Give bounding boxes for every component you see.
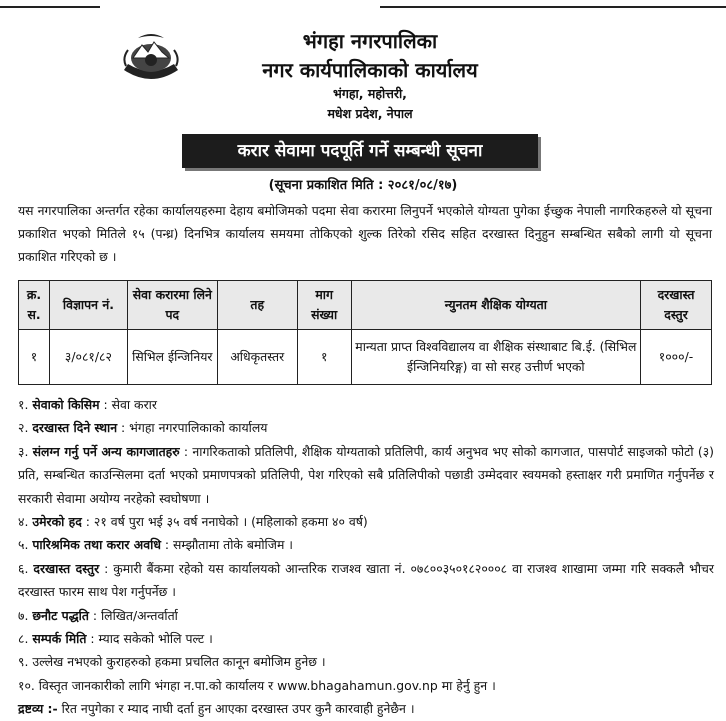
intro-paragraph: यस नगरपालिका अन्तर्गत रहेका कार्यालयहरुमा देहाय बमोजिमको पदमा सेवा करारमा लिनुपर्ने भएकोले योग्यता पुगेका ईच्छुक नेपाली नागरिकहरुले यो सूचना प्रकाशित भएको मितिले १५ (पन्ध्र) दिनभित्र कार्यालय समयमा तोकिएको शुल्क तिरेको रसिद सहित दरखास्त दिनुहुन सम्बन्धित सबैको लागी यो सूचना प्रकाशित गरिएको छ । — [18, 203, 712, 264]
header-ad-no: विज्ञापन नं. — [49, 281, 127, 330]
address-line-2: मधेश प्रदेश, नेपाल — [327, 106, 413, 121]
note-line — [18, 697, 714, 720]
table-row — [19, 330, 712, 385]
item-number: ९. — [18, 654, 29, 670]
item-text: : सम्झौतामा तोके बमोजिम । — [164, 537, 294, 553]
item-number: ६. — [18, 560, 29, 576]
item-text: : २१ वर्ष पुरा भई ३५ वर्ष ननाघेको । (महिलाको हकमा ४० वर्ष) — [85, 514, 368, 530]
list-item — [18, 627, 714, 650]
header-sn: क्र. स. — [19, 281, 50, 330]
item-label: दरखास्त दिने स्थान — [32, 420, 118, 436]
top-border-gap — [100, 0, 380, 8]
list-item — [18, 650, 714, 673]
item-number: ८. — [18, 631, 29, 647]
item-number: ७. — [18, 607, 29, 623]
cell-qualification: मान्यता प्राप्त विश्वविद्यालय वा शैक्षिक संस्थाबाट बि.ई. (सिभिल ईन्जिनियरिङ्ग) वा सो सरह उत्तीर्ण भएको — [351, 330, 640, 385]
office-sub: नगर कार्यपालिकाको कार्यालय — [262, 58, 478, 82]
cell-sn: १ — [19, 330, 50, 385]
item-label: छनौट पद्धति — [32, 607, 89, 623]
header-post: सेवा करारमा लिने पद — [127, 281, 217, 330]
item-text: : सेवा करार — [103, 397, 157, 412]
cell-level: अधिकृतस्तर — [217, 330, 297, 385]
list-item — [18, 604, 714, 627]
item-label: सम्पर्क मिति — [32, 631, 87, 647]
cell-ad-no: ३/०८१/८२ — [49, 330, 127, 385]
vacancy-table — [18, 280, 712, 385]
list-item — [18, 440, 714, 510]
item-number: १. — [18, 397, 29, 412]
address-line-1: भंगहा, महोत्तरी, — [333, 86, 407, 101]
item-label: सेवाको किसिम — [32, 397, 100, 412]
item-number: ३. — [18, 443, 29, 459]
item-number: १०. — [18, 677, 35, 693]
header-level: तह — [217, 281, 297, 330]
office-header — [190, 26, 550, 124]
office-name: भंगहा नगरपालिका — [302, 29, 438, 53]
list-item — [18, 674, 714, 697]
item-text: : नागरिकताको प्रतिलिपी, शैक्षिक योग्यताको प्रतिलिपी, कार्य अनुभव भए सोको कागजात, पासपोर्ट साइजको फोटो (३) प्रति, सम्बन्धित काउन्सिलमा दर्ता भएको प्रमाणपत्रको प्रतिलिपी, पेश गरिएको सबै प्रतिलिपीको पछाडी उम्मेदवार स्वयमको हस्ताक्षर गरी प्रमाणित गर्नुपर्नेछ र सरकारी सेवामा अयोग्य नरहेको स्वघोषणा । — [18, 443, 714, 506]
note-label: द्रष्टव्य :- — [18, 701, 58, 717]
cell-post: सिभिल ईन्जिनियर — [127, 330, 217, 385]
item-text: उल्लेख नभएको कुराहरुको हकमा प्रचलित कानून बमोजिम हुनेछ । — [32, 654, 326, 670]
published-date: (सूचना प्रकाशित मिति : २०८१/०८/१७) — [268, 178, 458, 193]
note-text: रित नपुगेका र म्याद नाघी दर्ता हुन आएका दरखास्त उपर कुनै कारवाही हुनेछैन । — [61, 701, 415, 717]
item-label: उमेरको हद — [32, 514, 82, 530]
item-number: ५. — [18, 537, 29, 553]
header-fee: दरखास्त दस्तुर — [641, 281, 712, 330]
header-demand: माग संख्या — [297, 281, 351, 330]
item-text: : लिखित/अन्तर्वार्ता — [92, 607, 178, 623]
list-item — [18, 533, 714, 556]
item-text: : म्याद सकेको भोलि पल्ट । — [90, 631, 213, 647]
item-text: : कुमारी बैंकमा रहेको यस कार्यालयको आन्तरिक राजश्व खाता नं. ०७८००३५०१८२०००८ वा राजश्व शाखामा जम्मा गरि सक्कलै भौचर दरखास्त फारम साथ पेश गर्नुपर्नेछ । — [18, 560, 714, 600]
list-item — [18, 557, 714, 604]
cell-demand: १ — [297, 330, 351, 385]
item-label: पारिश्रमिक तथा करार अवधि — [32, 537, 161, 553]
item-number: २. — [18, 420, 29, 436]
item-label: संलग्न गर्नु पर्ने अन्य कागजातहरु — [32, 443, 180, 459]
list-item — [18, 510, 714, 533]
item-label: दरखास्त दस्तुर — [33, 560, 100, 576]
list-item — [18, 416, 714, 439]
item-number: ४. — [18, 514, 29, 530]
header-qualification: न्युनतम शैक्षिक योग्यता — [351, 281, 640, 330]
cell-fee: १०००/- — [641, 330, 712, 385]
nepal-emblem-icon — [118, 30, 184, 90]
conditions-list — [18, 393, 714, 721]
notice-title: करार सेवामा पदपूर्ति गर्ने सम्बन्धी सूचना — [182, 134, 538, 168]
table-header-row — [19, 281, 712, 330]
item-text: विस्तृत जानकारीको लागि भंगहा न.पा.को कार्यालय र www.bhagahamun.gov.np मा हेर्नु हुन । — [38, 677, 496, 693]
item-text: : भंगहा नगरपालिकाको कार्यालय — [121, 420, 268, 436]
list-item — [18, 393, 714, 416]
